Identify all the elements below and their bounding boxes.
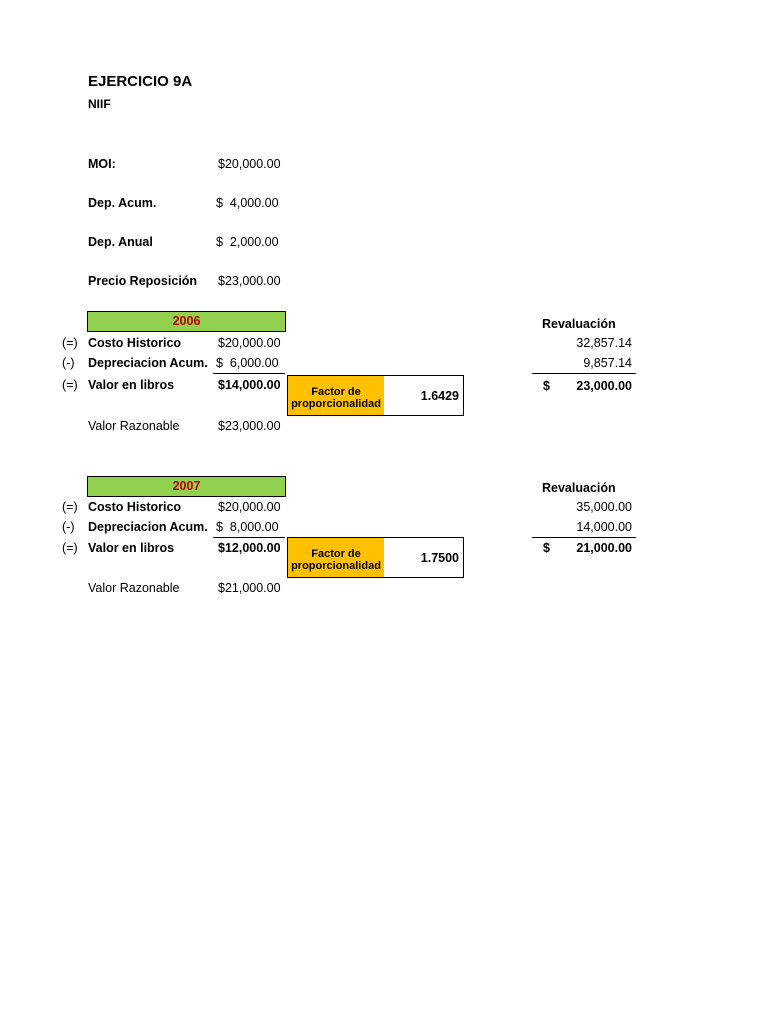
row-label: Costo Historico <box>88 336 182 350</box>
row-revaluation: 32,857.14 <box>576 336 632 350</box>
factor-value: 1.6429 <box>420 388 459 403</box>
factor-value: 1.7500 <box>420 550 459 565</box>
revaluation-header: Revaluación <box>542 317 616 331</box>
fair-value: $21,000.00 <box>218 581 281 595</box>
row-label: Depreciacion Acum. <box>88 356 208 370</box>
input-label-precio-reposicion: Precio Reposición <box>88 274 198 288</box>
row-value: $12,000.00 <box>218 541 281 555</box>
row-revaluation: 9,857.14 <box>583 356 632 370</box>
row-value: $ 6,000.00 <box>216 356 279 370</box>
fair-value-label: Valor Razonable <box>88 419 180 433</box>
row-label: Valor en libros <box>88 541 175 555</box>
row-revaluation: 21,000.00 <box>576 541 632 555</box>
row-value: $20,000.00 <box>218 336 281 350</box>
row-sign: (=) <box>62 541 78 555</box>
year-header-2007: 2007 <box>87 476 286 497</box>
sum-rule <box>213 373 285 374</box>
row-label: Valor en libros <box>88 378 175 392</box>
row-sign: (=) <box>62 336 78 350</box>
sum-rule <box>532 373 636 374</box>
input-value-moi: $20,000.00 <box>218 157 281 171</box>
factor-label-line1: Factor de <box>311 547 361 560</box>
row-value: $14,000.00 <box>218 378 281 392</box>
row-sign: (=) <box>62 500 78 514</box>
input-label-dep-anual: Dep. Anual <box>88 235 153 249</box>
sum-rule <box>532 537 636 538</box>
factor-label-line1: Factor de <box>311 385 361 398</box>
input-value-dep-acum: $ 4,000.00 <box>216 196 279 210</box>
row-sign: (-) <box>62 356 75 370</box>
fair-value: $23,000.00 <box>218 419 281 433</box>
row-revaluation: 14,000.00 <box>576 520 632 534</box>
row-revaluation: 23,000.00 <box>576 379 632 393</box>
row-revaluation-currency: $ <box>543 379 550 393</box>
factor-label <box>288 376 384 415</box>
factor-label <box>288 538 384 577</box>
row-label: Depreciacion Acum. <box>88 520 208 534</box>
fair-value-label: Valor Razonable <box>88 581 180 595</box>
input-label-moi: MOI: <box>88 157 116 171</box>
revaluation-header: Revaluación <box>542 481 616 495</box>
row-value: $ 8,000.00 <box>216 520 279 534</box>
row-label: Costo Historico <box>88 500 182 514</box>
row-value: $20,000.00 <box>218 500 281 514</box>
factor-box-2007 <box>287 537 464 578</box>
factor-box-2006 <box>287 375 464 416</box>
row-revaluation-currency: $ <box>543 541 550 555</box>
input-value-dep-anual: $ 2,000.00 <box>216 235 279 249</box>
input-label-dep-acum: Dep. Acum. <box>88 196 157 210</box>
year-header-2006: 2006 <box>87 311 286 332</box>
input-value-precio-reposicion: $23,000.00 <box>218 274 281 288</box>
row-sign: (=) <box>62 378 78 392</box>
page-subtitle: NIIF <box>88 97 111 111</box>
row-revaluation: 35,000.00 <box>576 500 632 514</box>
row-sign: (-) <box>62 520 75 534</box>
factor-label-line2: proporcionalidad <box>291 397 381 410</box>
page-title: EJERCICIO 9A <box>88 73 193 90</box>
factor-label-line2: proporcionalidad <box>291 559 381 572</box>
sum-rule <box>213 537 285 538</box>
